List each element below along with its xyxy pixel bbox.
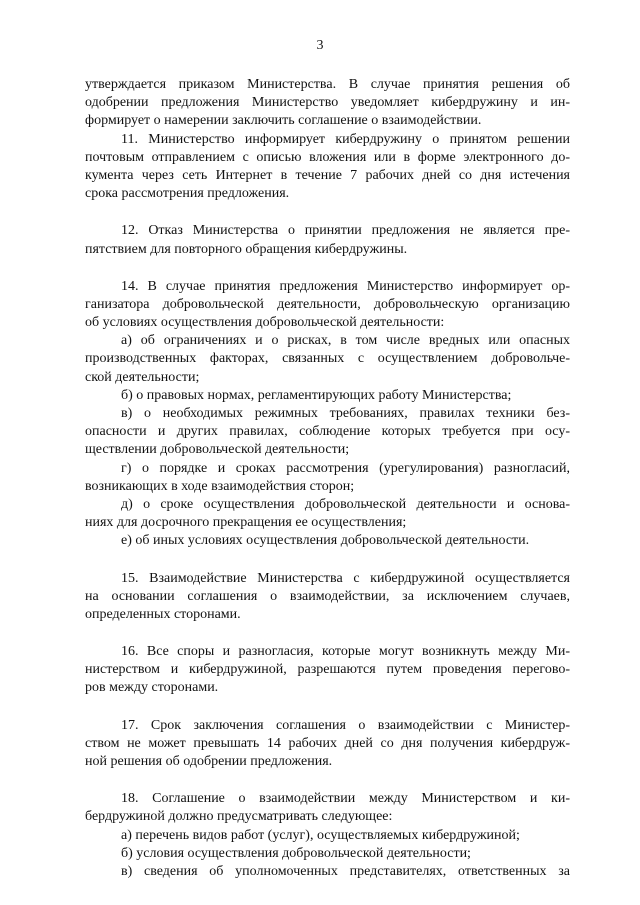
text-line: пятствием для повторного обращения кибердружины. bbox=[85, 241, 408, 257]
text-line: а) об ограничениях и о рисках, в том числе вредных или опасных bbox=[121, 333, 570, 349]
text-line: ской деятельности; bbox=[85, 369, 200, 385]
text-line: 17. Срок заключения соглашения о взаимодействии с Министер- bbox=[121, 717, 570, 733]
text-line: ниях для досрочного прекращения ее осуществления; bbox=[85, 515, 407, 531]
text-line: производственных факторах, связанных с осуществлением добровольче- bbox=[85, 351, 570, 367]
text-line: срока рассмотрения предложения. bbox=[85, 186, 290, 202]
document-body bbox=[85, 76, 570, 881]
text-line: возникающих в ходе взаимодействия сторон; bbox=[85, 478, 355, 494]
paragraph-gap bbox=[85, 624, 570, 643]
text-line: 15. Взаимодействие Министерства с кибердружиной осуществляется bbox=[121, 570, 570, 586]
text-line: в) сведения об уполномоченных представителях, ответственных за bbox=[121, 863, 570, 879]
text-line: б) о правовых нормах, регламентирующих работу Министерства; bbox=[121, 387, 512, 403]
text-line: почтовым отправлением с описью вложения или в форме электронного до- bbox=[85, 149, 570, 165]
text-line: д) о сроке осуществления добровольческой деятельности и основа- bbox=[121, 496, 570, 512]
text-line: опасности и других правилах, соблюдение которых требуется при осу- bbox=[85, 424, 570, 440]
text-line: бердружиной должно предусматривать следующее: bbox=[85, 809, 393, 825]
text-line: 18. Соглашение о взаимодействии между Министерством и ки- bbox=[121, 791, 570, 807]
text-line: на основании соглашения о взаимодействии, за исключением случаев, bbox=[85, 588, 570, 604]
text-line: одобрении предложения Министерство уведомляет кибердружину и ин- bbox=[85, 95, 570, 111]
text-line: ством не может превышать 14 рабочих дней со дня получения кибердруж- bbox=[85, 735, 570, 751]
text-line: 16. Все споры и разногласия, которые могут возникнуть между Ми- bbox=[121, 644, 570, 660]
text-line: ществлении добровольческой деятельности; bbox=[85, 442, 350, 458]
paragraph-gap bbox=[85, 203, 570, 222]
text-line: формирует о намерении заключить соглашение о взаимодействии. bbox=[85, 113, 482, 129]
text-line: 12. Отказ Министерства о принятии предложения не является пре- bbox=[121, 223, 570, 239]
paragraph-gap bbox=[85, 771, 570, 790]
text-line: утверждается приказом Министерства. В случае принятия решения об bbox=[85, 77, 570, 92]
text-line: 14. В случае принятия предложения Министерство информирует ор- bbox=[121, 278, 570, 294]
text-line: кумента через сеть Интернет в течение 7 рабочих дней со дня истечения bbox=[85, 167, 570, 183]
text-line: е) об иных условиях осуществления добровольческой деятельности. bbox=[121, 533, 530, 549]
text-line: а) перечень видов работ (услуг), осуществляемых кибердружиной; bbox=[121, 827, 520, 843]
text-line: нистерством и кибердружиной, разрешаются путем проведения перегово- bbox=[85, 662, 570, 678]
text-line: ной решения об одобрении предложения. bbox=[85, 754, 333, 769]
paragraph-gap bbox=[85, 551, 570, 570]
text-line: ганизатора добровольческой деятельности, добровольческую организацию bbox=[85, 296, 570, 312]
paragraph-gap bbox=[85, 259, 570, 278]
text-line: в) о необходимых режимных требованиях, правилах техники без- bbox=[121, 406, 570, 421]
paragraph-gap bbox=[85, 698, 570, 717]
text-line: г) о порядке и сроках рассмотрения (урегулирования) разногласий, bbox=[121, 460, 570, 476]
page-number: 3 bbox=[316, 38, 324, 53]
text-line: определенных сторонами. bbox=[85, 606, 241, 622]
text-line: б) условия осуществления добровольческой деятельности; bbox=[121, 845, 471, 861]
text-line: ров между сторонами. bbox=[85, 680, 219, 696]
text-line: 11. Министерство информирует кибердружину о принятом решении bbox=[121, 131, 570, 147]
text-line: об условиях осуществления добровольческой деятельности: bbox=[85, 315, 445, 331]
